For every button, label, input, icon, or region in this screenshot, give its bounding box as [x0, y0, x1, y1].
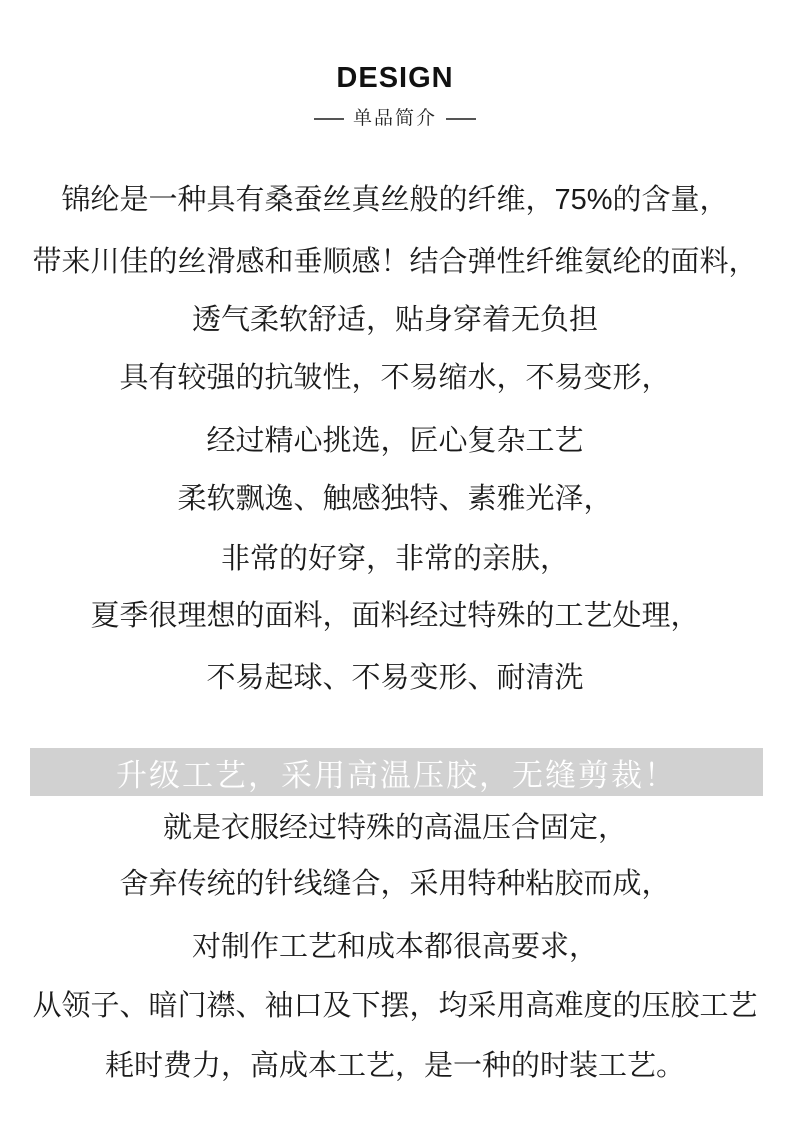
- highlight-banner-text: 升级工艺，采用高温压胶，无缝剪裁！: [116, 757, 677, 793]
- process-line-2: 舍弃传统的针线缝合，采用特种粘胶而成，: [119, 868, 671, 900]
- intro-line-5: 经过精心挑选，匠心复杂工艺: [206, 425, 584, 457]
- subtitle: [0, 106, 790, 132]
- process-line-5: 耗时费力，高成本工艺，是一种的时装工艺。: [104, 1050, 685, 1082]
- highlight-banner: [30, 748, 763, 796]
- intro-line-7: 非常的好穿，非常的亲肤，: [220, 543, 569, 575]
- intro-line-2: 带来川佳的丝滑感和垂顺感！结合弹性纤维氨纶的面料，: [32, 246, 758, 278]
- subtitle-text: 单品简介: [352, 108, 437, 129]
- design-title: DESIGN: [336, 62, 454, 94]
- process-line-3: 对制作工艺和成本都很高要求，: [191, 931, 598, 963]
- intro-line-9: 不易起球、不易变形、耐清洗: [206, 662, 584, 694]
- intro-line-8: 夏季很理想的面料，面料经过特殊的工艺处理，: [90, 600, 700, 632]
- intro-line-6: 柔软飘逸、触感独特、素雅光泽，: [177, 483, 613, 515]
- subtitle-dash-left: [314, 118, 344, 120]
- intro-line-4: 具有较强的抗皱性，不易缩水，不易变形，: [119, 362, 671, 394]
- intro-line-1: 锦纶是一种具有桑蚕丝真丝般的纤维，75%的含量，: [61, 184, 729, 216]
- process-line-1: 就是衣服经过特殊的高温压合固定，: [162, 812, 627, 844]
- process-line-4: 从领子、暗门襟、袖口及下摆，均采用高难度的压胶工艺: [32, 990, 758, 1022]
- intro-line-3: 透气柔软舒适，贴身穿着无负担: [191, 304, 598, 336]
- subtitle-dash-right: [446, 118, 476, 120]
